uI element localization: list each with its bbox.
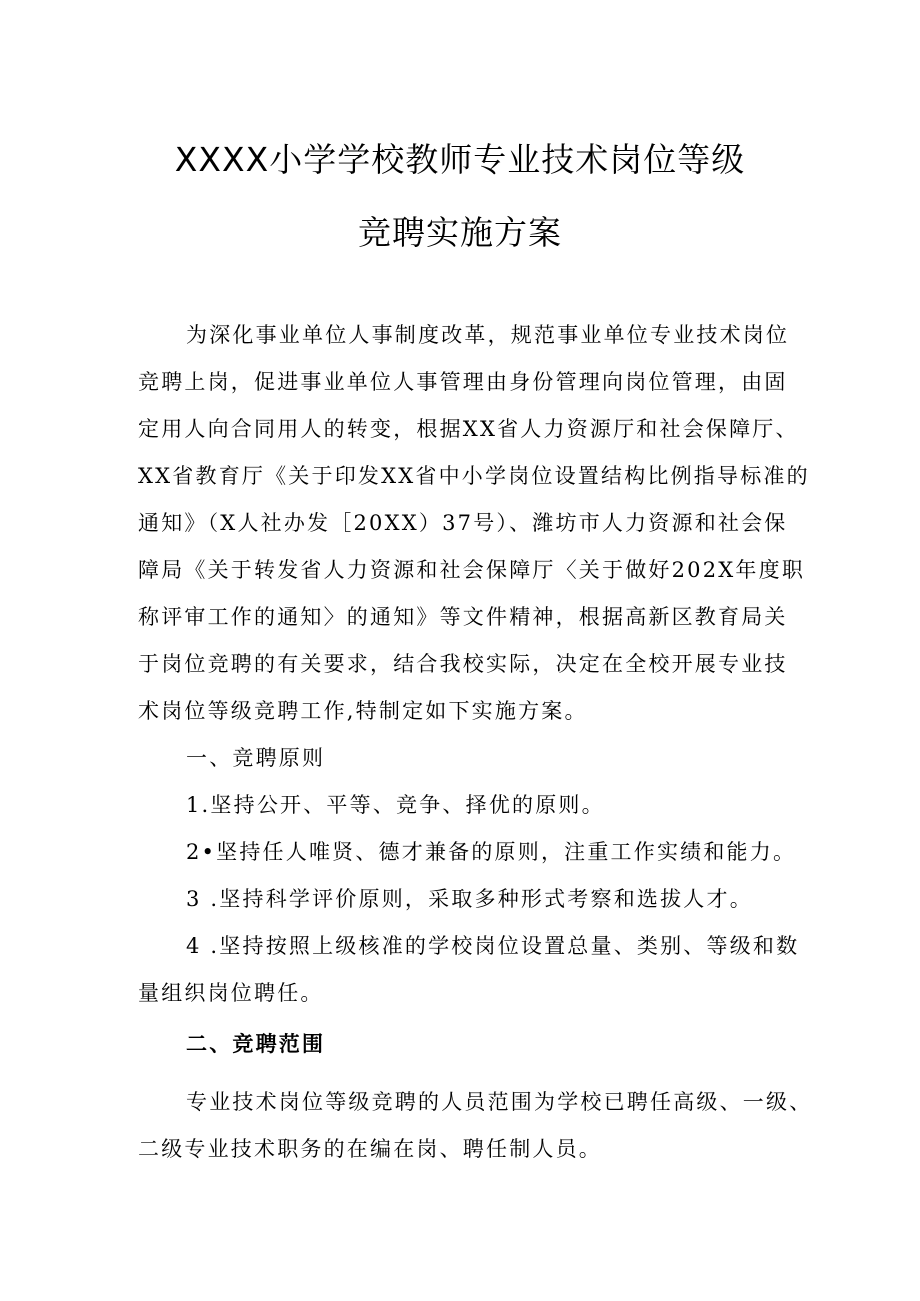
section-heading-scope: 二、竞聘范围 bbox=[186, 1032, 326, 1056]
intro-paragraph-line: 竞聘上岗，促进事业单位人事管理由身份管理向岗位管理，由固 bbox=[138, 370, 788, 394]
principle-item-2: 2•坚持任人唯贤、德才兼备的原则，注重工作实绩和能力。 bbox=[186, 840, 797, 864]
intro-paragraph-line: 为深化事业单位人事制度改革，规范事业单位专业技术岗位 bbox=[186, 323, 790, 347]
principle-item-1: 1.坚持公开、平等、竞争、择优的原则。 bbox=[186, 793, 605, 817]
principle-item-3: 3 .坚持科学评价原则，采取多种形式考察和选拔人才。 bbox=[186, 887, 753, 911]
section-heading-principles: 一、竞聘原则 bbox=[186, 746, 326, 770]
intro-paragraph-line: 定用人向合同用人的转变，根据XX省人力资源厅和社会保障厅、 bbox=[138, 417, 799, 441]
intro-paragraph-line: XX省教育厅《关于印发XX省中小学岗位设置结构比例指导标准的 bbox=[138, 464, 810, 488]
document-title-line-1: XXXX小学学校教师专业技术岗位等级 bbox=[174, 140, 746, 179]
intro-paragraph-line: 通知》（X人社办发［20XX）37号）、潍坊市人力资源和社会保 bbox=[138, 511, 788, 535]
intro-paragraph-line: 术岗位等级竞聘工作,特制定如下实施方案。 bbox=[138, 699, 588, 723]
document-body bbox=[138, 312, 813, 1173]
intro-paragraph-line: 障局《关于转发省人力资源和社会保障厅〈关于做好202X年度职 bbox=[138, 558, 806, 582]
document-title-line-2: 竞聘实施方案 bbox=[358, 213, 562, 252]
principle-item-4-line-1: 4 .坚持按照上级核准的学校岗位设置总量、类别、等级和数 bbox=[186, 934, 800, 958]
principle-item-4-line-2: 量组织岗位聘任。 bbox=[138, 981, 324, 1005]
intro-paragraph-line: 于岗位竞聘的有关要求，结合我校实际，决定在全校开展专业技 bbox=[138, 652, 788, 676]
scope-paragraph-line-1: 专业技术岗位等级竞聘的人员范围为学校已聘任高级、一级、 bbox=[186, 1090, 813, 1114]
scope-paragraph-line-2: 二级专业技术职务的在编在岗、聘任制人员。 bbox=[138, 1137, 602, 1161]
intro-paragraph-line: 称评审工作的通知〉的通知》等文件精神，根据高新区教育局关 bbox=[138, 605, 788, 629]
